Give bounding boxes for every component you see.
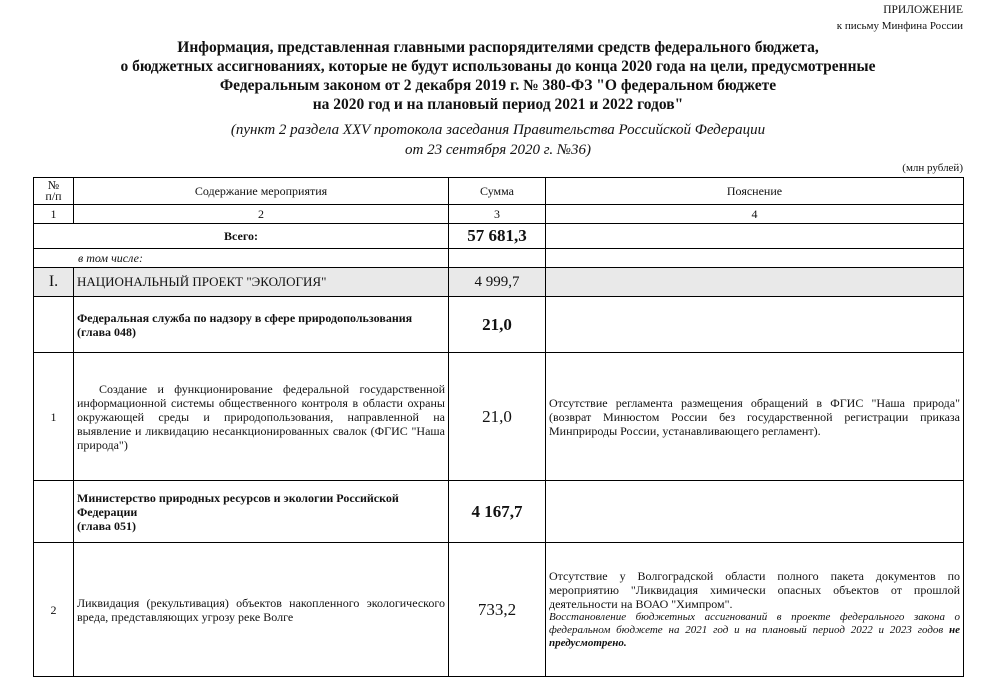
subtitle-line-2: от 23 сентября 2020 г. №36)	[405, 142, 591, 158]
document-subtitle	[20, 120, 976, 160]
col-number-1: 1	[34, 205, 74, 224]
section-title: НАЦИОНАЛЬНЫЙ ПРОЕКТ "ЭКОЛОГИЯ"	[74, 268, 449, 297]
table-row-2	[34, 543, 964, 677]
agency-2-name: Министерство природных ресурсов и экологии Российской Федерации (глава 051)	[74, 481, 449, 543]
section-row	[34, 268, 964, 297]
subtitle-line-1: (пункт 2 раздела XXV протокола заседания Правительства Российской Федерации	[230, 122, 766, 138]
agency-row-2	[34, 481, 964, 543]
agency-row-1	[34, 297, 964, 353]
total-label: Всего:	[34, 224, 449, 249]
appendix-subtitle: к письму Минфина России	[836, 20, 963, 32]
row-2-content: Ликвидация (рекультивация) объектов накопленного экологического вреда, представляющих угрозу реке Волге	[74, 543, 449, 677]
col-number-4: 4	[546, 205, 964, 224]
header-content: Содержание мероприятия	[74, 178, 449, 205]
column-number-row	[34, 205, 964, 224]
header-number: № п/п	[34, 178, 74, 205]
including-label: в том числе:	[34, 249, 449, 268]
agency-1-name: Федеральная служба по надзору в сфере природопользования (глава 048)	[74, 297, 449, 353]
budget-table	[33, 177, 964, 677]
appendix-title: ПРИЛОЖЕНИЕ	[883, 4, 963, 16]
units-label: (млн рублей)	[902, 162, 963, 174]
section-note	[546, 268, 964, 297]
row-1-number: 1	[34, 353, 74, 481]
agency-2-sum: 4 167,7	[449, 481, 546, 543]
row-1-content: Создание и функционирование федеральной государственной информационной системы общественного контроля в области охраны окружающей среды и природопользования, направленной на выявление и ликвидацию несанкционированных свалок (ФГИС "Наша природа")	[74, 353, 449, 481]
including-row	[34, 249, 964, 268]
section-number: I.	[34, 268, 74, 297]
document-title	[20, 38, 976, 114]
title-line-2: о бюджетных ассигнованиях, которые не будут использованы до конца 2020 года на цели, предусмотренные	[120, 58, 876, 75]
appendix-block	[837, 2, 963, 34]
col-number-3: 3	[449, 205, 546, 224]
total-note	[546, 224, 964, 249]
row-2-note-main: Отсутствие у Волгоградской области полного пакета документов по мероприятию "Ликвидация химически опасных объектов от прошлой деятельности на ВОАО "Химпром".	[549, 569, 960, 611]
agency-1-sum: 21,0	[449, 297, 546, 353]
title-line-1: Информация, представленная главными распорядителями средств федерального бюджета,	[177, 39, 819, 56]
table-row-1	[34, 353, 964, 481]
header-sum: Сумма	[449, 178, 546, 205]
col-number-2: 2	[74, 205, 449, 224]
row-2-sum: 733,2	[449, 543, 546, 677]
total-sum: 57 681,3	[449, 224, 546, 249]
row-1-note: Отсутствие регламента размещения обращений в ФГИС "Наша природа" (возврат Минюстом России без государственной регистрации приказа Минприроды России, устанавливающего регламент).	[546, 353, 964, 481]
section-sum: 4 999,7	[449, 268, 546, 297]
row-2-note	[546, 543, 964, 677]
row-2-note-extra: Восстановление бюджетных ассигнований в проекте федерального закона о федеральном бюджете на 2021 год и на плановый период 2022 и 2023 годов не предусмотрено.	[549, 611, 961, 649]
row-1-sum: 21,0	[449, 353, 546, 481]
total-row	[34, 224, 964, 249]
table-header-row	[34, 178, 964, 205]
title-line-3: Федеральным законом от 2 декабря 2019 г. № 380-ФЗ "О федеральном бюджете	[219, 77, 777, 94]
row-2-number: 2	[34, 543, 74, 677]
header-note: Пояснение	[546, 178, 964, 205]
title-line-4: на 2020 год и на плановый период 2021 и 2022 годов"	[312, 96, 684, 113]
